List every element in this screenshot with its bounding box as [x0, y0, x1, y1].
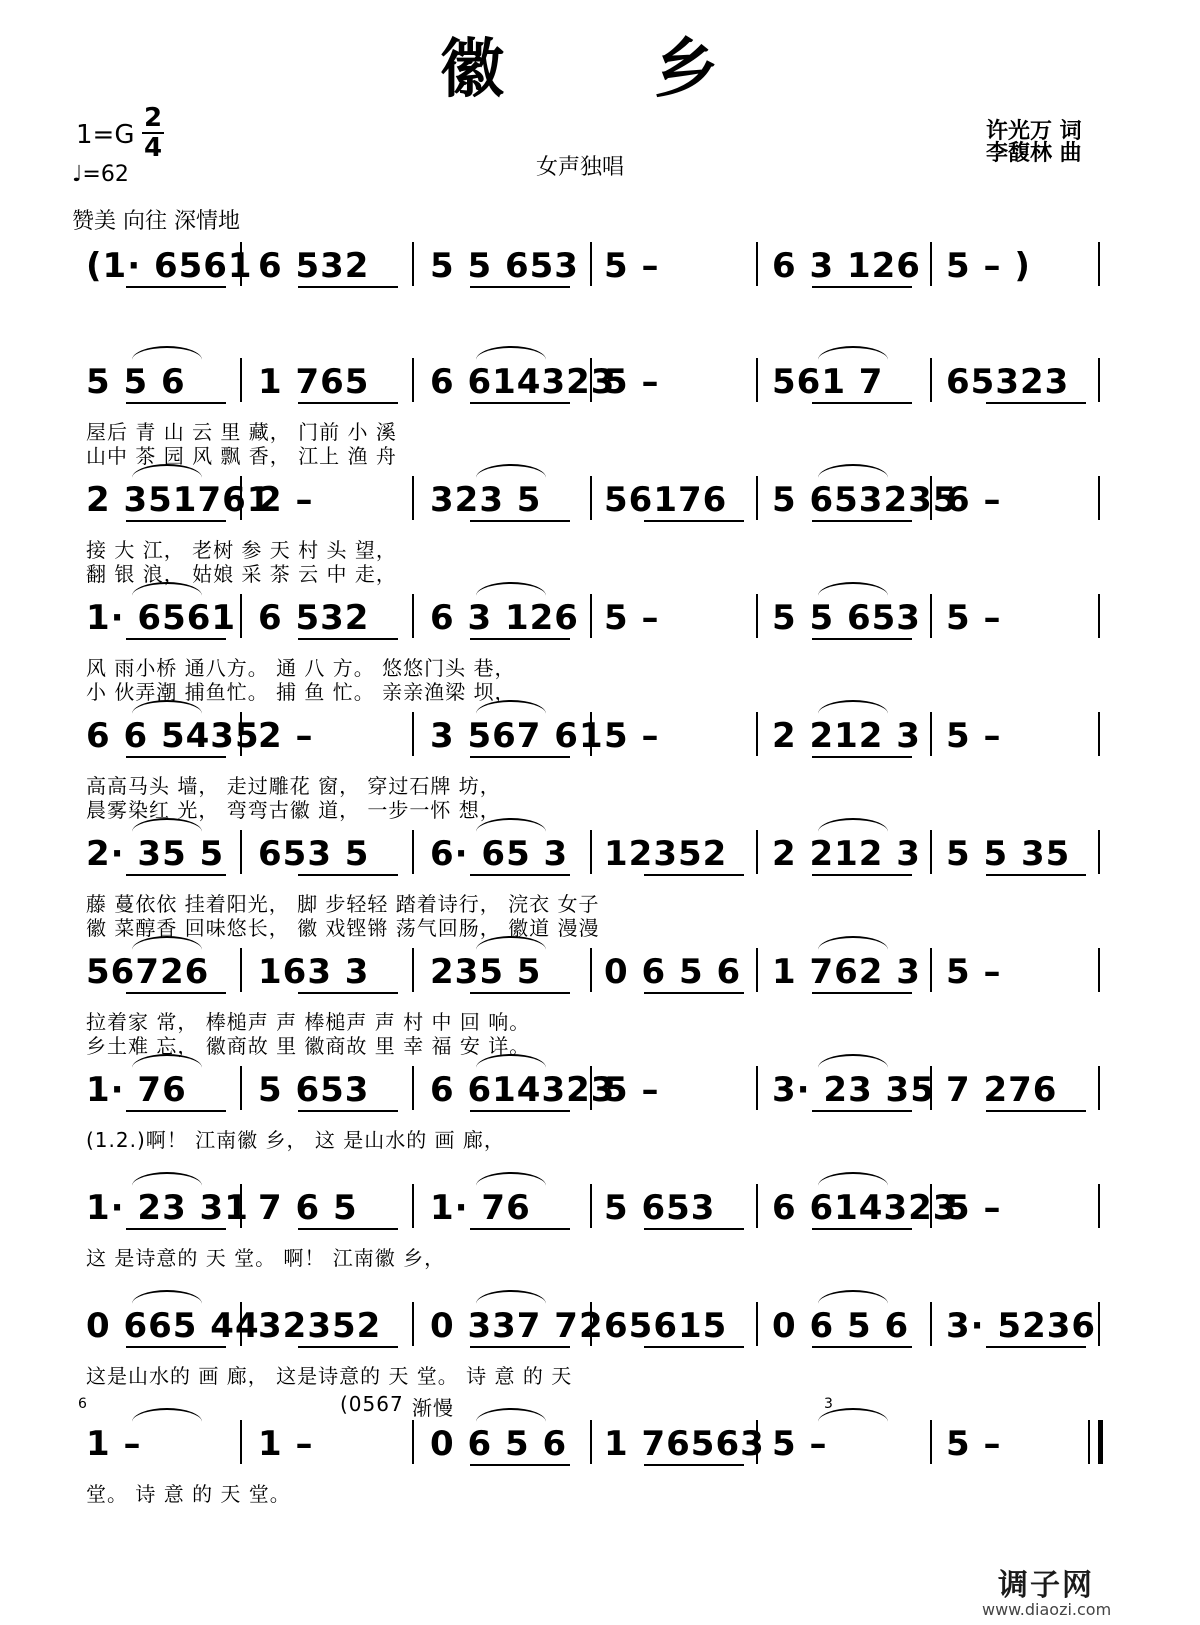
- beam-underline: [126, 286, 226, 288]
- bar-line: [412, 242, 414, 286]
- measure-notes: 12352: [604, 834, 728, 874]
- score-title: 徽乡: [440, 32, 868, 107]
- score-system: [0, 710, 1200, 826]
- measure-notes: 1· 6561: [86, 598, 237, 638]
- tempo-marking: [72, 162, 129, 187]
- measure-notes: 1· 23 31: [86, 1188, 249, 1228]
- bar-line: [930, 1420, 932, 1464]
- bar-line: [1098, 1184, 1100, 1228]
- measure-notes: 1 762 3: [772, 952, 921, 992]
- measure-notes: 5 653235: [772, 480, 958, 520]
- score-system: [0, 1182, 1200, 1298]
- score-system: [0, 946, 1200, 1062]
- time-signature: [142, 104, 164, 162]
- measure-notes: 2 –: [258, 480, 314, 520]
- site-watermark: 调子网: [998, 1568, 1094, 1603]
- beam-underline: [812, 1110, 912, 1112]
- bar-line: [412, 712, 414, 756]
- beam-underline: [812, 1346, 912, 1348]
- beam-underline: [986, 1346, 1086, 1348]
- measure-notes: 6 532: [258, 246, 370, 286]
- measure-notes: 2 351761: [86, 480, 272, 520]
- bar-line: [756, 1302, 758, 1346]
- beam-underline: [470, 402, 570, 404]
- score-system: [0, 1064, 1200, 1180]
- measure-notes: (1· 6561: [86, 246, 253, 286]
- beam-underline: [298, 992, 398, 994]
- measure-notes: 1 76563: [604, 1424, 765, 1464]
- performer-label: 女声独唱: [536, 155, 625, 180]
- beam-underline: [126, 638, 226, 640]
- measure-notes: 32352: [258, 1306, 382, 1346]
- beam-underline: [812, 1228, 912, 1230]
- measure-notes: 3 567 61: [430, 716, 604, 756]
- quarter-note-icon: ♩: [72, 162, 83, 187]
- bar-line: [412, 1184, 414, 1228]
- measure-notes: 65323: [946, 362, 1070, 402]
- bar-line: [412, 1420, 414, 1464]
- bar-line: [412, 476, 414, 520]
- beam-underline: [644, 874, 744, 876]
- beam-underline: [644, 520, 744, 522]
- measure-notes: 6 3 126: [430, 598, 579, 638]
- beam-underline: [470, 638, 570, 640]
- measure-notes: 6 614323: [430, 362, 616, 402]
- beam-underline: [126, 402, 226, 404]
- bar-line: [240, 948, 242, 992]
- bar-line: [590, 948, 592, 992]
- score-system: [0, 356, 1200, 472]
- bar-line: [930, 830, 932, 874]
- lyric-line: 藤 蔓依依 挂着阳光， 脚 步轻轻 踏着诗行， 浣衣 女子: [86, 892, 600, 916]
- measure-notes: 1 –: [258, 1424, 314, 1464]
- bar-line: [756, 830, 758, 874]
- beam-underline: [126, 992, 226, 994]
- measure-notes: 5 5 653: [772, 598, 921, 638]
- bar-line: [240, 1420, 242, 1464]
- beam-underline: [298, 874, 398, 876]
- measure-notes: 5 – ): [946, 246, 1031, 286]
- bar-line: [756, 594, 758, 638]
- measure-notes: 1· 76: [86, 1070, 187, 1110]
- measure-notes: 2 212 3: [772, 716, 921, 756]
- beam-underline: [812, 756, 912, 758]
- beam-underline: [644, 992, 744, 994]
- measure-notes: 653 5: [258, 834, 370, 874]
- score-system: [0, 1300, 1200, 1416]
- bar-line: [240, 594, 242, 638]
- lyric-line: 徽 菜醇香 回味悠长， 徽 戏铿锵 荡气回肠， 徽道 漫漫: [86, 916, 600, 940]
- lyric-line: 堂。 诗 意 的 天 堂。: [86, 1482, 291, 1506]
- bar-line: [930, 594, 932, 638]
- bar-line: [1098, 830, 1100, 874]
- beam-underline: [812, 992, 912, 994]
- bar-line: [412, 594, 414, 638]
- bar-line: [1098, 948, 1100, 992]
- measure-notes: 0 6 5 6: [604, 952, 742, 992]
- measure-notes: 5 –: [604, 246, 660, 286]
- measure-notes: 6· 65 3: [430, 834, 569, 874]
- bar-line: [240, 1066, 242, 1110]
- beam-underline: [644, 1346, 744, 1348]
- time-denominator: 4: [143, 133, 163, 163]
- lyric-line: 屋后 青 山 云 里 藏， 门前 小 溪: [86, 420, 397, 444]
- measure-notes: 56176: [604, 480, 728, 520]
- measure-notes: 6 614323: [430, 1070, 616, 1110]
- beam-underline: [298, 1228, 398, 1230]
- site-watermark-url: www.diaozi.com: [982, 1600, 1112, 1619]
- score-system: [0, 240, 1200, 356]
- lyricist-credit: 许光万 词: [986, 119, 1082, 144]
- beam-underline: [298, 286, 398, 288]
- beam-underline: [126, 520, 226, 522]
- bar-line: [930, 242, 932, 286]
- measure-notes: 2· 35 5: [86, 834, 225, 874]
- measure-notes: 163 3: [258, 952, 370, 992]
- measure-notes: 2 –: [258, 716, 314, 756]
- measure-notes: 7 6 5: [258, 1188, 358, 1228]
- beam-underline: [812, 638, 912, 640]
- measure-notes: 0 6 5 6: [430, 1424, 568, 1464]
- beam-underline: [126, 1346, 226, 1348]
- beam-underline: [470, 286, 570, 288]
- beam-underline: [126, 756, 226, 758]
- bar-line: [930, 358, 932, 402]
- bar-line: [412, 948, 414, 992]
- measure-notes: 6 614323: [772, 1188, 958, 1228]
- measure-notes: 5 –: [946, 598, 1002, 638]
- beam-underline: [470, 756, 570, 758]
- bar-line: [1098, 358, 1100, 402]
- bar-line: [756, 712, 758, 756]
- measure-notes: 0 665 44: [86, 1306, 260, 1346]
- beam-underline: [470, 992, 570, 994]
- score-system: [0, 474, 1200, 590]
- beam-underline: [644, 1228, 744, 1230]
- bar-line: [756, 1066, 758, 1110]
- beam-underline: [470, 520, 570, 522]
- lyric-line: 这 是诗意的 天 堂。 啊！ 江南徽 乡，: [86, 1246, 446, 1270]
- measure-notes: 5 653: [258, 1070, 370, 1110]
- measure-notes: 2 212 3: [772, 834, 921, 874]
- measure-notes: 323 5: [430, 480, 542, 520]
- bar-line: [756, 242, 758, 286]
- measure-notes: 6 3 126: [772, 246, 921, 286]
- measure-notes: 3· 23 35: [772, 1070, 935, 1110]
- score-mark: 6: [78, 1396, 88, 1412]
- bar-line: [756, 948, 758, 992]
- bar-line: [930, 712, 932, 756]
- beam-underline: [812, 286, 912, 288]
- measure-notes: 6 –: [946, 480, 1002, 520]
- bar-line: [1098, 1420, 1103, 1464]
- beam-underline: [126, 874, 226, 876]
- time-numerator: 2: [143, 103, 163, 133]
- measure-notes: 5 5 653: [430, 246, 579, 286]
- score-mark: 3: [824, 1396, 834, 1412]
- bar-line: [590, 476, 592, 520]
- measure-notes: 5 –: [604, 716, 660, 756]
- measure-notes: 561 7: [772, 362, 884, 402]
- bar-line: [1098, 594, 1100, 638]
- beam-underline: [986, 874, 1086, 876]
- score-mark: (0567: [340, 1392, 404, 1416]
- score-system: [0, 828, 1200, 944]
- lyric-line: (1.2.)啊！ 江南徽 乡， 这 是山水的 画 廊，: [86, 1128, 505, 1152]
- bar-line: [590, 594, 592, 638]
- key-signature: 1=G: [76, 120, 135, 150]
- lyric-line: 接 大 江， 老树 参 天 村 头 望，: [86, 538, 397, 562]
- lyric-line: 山中 茶 园 风 飘 香， 江上 渔 舟: [86, 444, 397, 468]
- lyric-line: 高高马头 墙， 走过雕花 窗， 穿过石牌 坊，: [86, 774, 501, 798]
- bar-line: [930, 1302, 932, 1346]
- beam-underline: [470, 874, 570, 876]
- measure-notes: 5 –: [604, 362, 660, 402]
- measure-notes: 5 –: [604, 1070, 660, 1110]
- bar-line: [590, 1184, 592, 1228]
- lyric-line: 乡土难 忘， 徽商故 里 徽商故 里 幸 福 安 详。: [86, 1034, 531, 1058]
- composer-credit: 李馥林 曲: [986, 141, 1082, 166]
- beam-underline: [470, 1346, 570, 1348]
- measure-notes: 5 5 35: [946, 834, 1071, 874]
- measure-notes: 1 765: [258, 362, 370, 402]
- measure-notes: 5 –: [946, 1188, 1002, 1228]
- bar-line: [590, 242, 592, 286]
- expression-marking: 赞美 向往 深情地: [72, 209, 240, 234]
- beam-underline: [126, 1228, 226, 1230]
- bar-line: [412, 1302, 414, 1346]
- score-system: [0, 1392, 1200, 1534]
- bar-line: [1098, 712, 1100, 756]
- bar-line: [412, 358, 414, 402]
- measure-notes: 5 –: [772, 1424, 828, 1464]
- measure-notes: 3· 5236: [946, 1306, 1097, 1346]
- score-system: [0, 592, 1200, 708]
- lyric-line: 翻 银 浪， 姑娘 采 茶 云 中 走，: [86, 562, 397, 586]
- beam-underline: [298, 638, 398, 640]
- measure-notes: 0 337 72: [430, 1306, 604, 1346]
- beam-underline: [986, 1110, 1086, 1112]
- beam-underline: [644, 1464, 744, 1466]
- bar-line: [756, 476, 758, 520]
- lyric-line: 风 雨小桥 通八方。 通 八 方。 悠悠门头 巷，: [86, 656, 516, 680]
- measure-notes: 1 –: [86, 1424, 142, 1464]
- beam-underline: [298, 1346, 398, 1348]
- measure-notes: 1· 76: [430, 1188, 531, 1228]
- beam-underline: [298, 1110, 398, 1112]
- measure-notes: 5 –: [604, 598, 660, 638]
- measure-notes: 7 276: [946, 1070, 1058, 1110]
- final-bar-line: [1088, 1420, 1090, 1464]
- bar-line: [590, 1420, 592, 1464]
- ritardando-mark: 渐慢: [412, 1396, 454, 1420]
- bar-line: [240, 358, 242, 402]
- measure-notes: 0 6 5 6: [772, 1306, 910, 1346]
- beam-underline: [470, 1110, 570, 1112]
- lyric-line: 拉着家 常， 棒槌声 声 棒槌声 声 村 中 回 响。: [86, 1010, 531, 1034]
- measure-notes: 56726: [86, 952, 210, 992]
- lyric-line: 晨雾染红 光， 弯弯古徽 道， 一步一怀 想，: [86, 798, 501, 822]
- bar-line: [756, 358, 758, 402]
- bar-line: [590, 830, 592, 874]
- beam-underline: [812, 402, 912, 404]
- lyric-line: 这是山水的 画 廊， 这是诗意的 天 堂。 诗 意 的 天: [86, 1364, 573, 1388]
- bar-line: [1098, 476, 1100, 520]
- bar-line: [1098, 1066, 1100, 1110]
- beam-underline: [298, 402, 398, 404]
- beam-underline: [812, 874, 912, 876]
- bar-line: [412, 1066, 414, 1110]
- measure-notes: 6 532: [258, 598, 370, 638]
- measure-notes: 65615: [604, 1306, 728, 1346]
- beam-underline: [470, 1464, 570, 1466]
- measure-notes: 5 –: [946, 952, 1002, 992]
- measure-notes: 5 –: [946, 1424, 1002, 1464]
- bar-line: [1098, 242, 1100, 286]
- beam-underline: [470, 1228, 570, 1230]
- beam-underline: [986, 402, 1086, 404]
- bar-line: [756, 1184, 758, 1228]
- bar-line: [412, 830, 414, 874]
- measure-notes: 5 5 6: [86, 362, 186, 402]
- measure-notes: 235 5: [430, 952, 542, 992]
- tempo-value: =62: [82, 162, 129, 187]
- beam-underline: [126, 1110, 226, 1112]
- measure-notes: 5 –: [946, 716, 1002, 756]
- bar-line: [240, 830, 242, 874]
- beam-underline: [812, 520, 912, 522]
- measure-notes: 5 653: [604, 1188, 716, 1228]
- bar-line: [930, 948, 932, 992]
- measure-notes: 6 6 5435: [86, 716, 260, 756]
- bar-line: [1098, 1302, 1100, 1346]
- lyric-line: 小 伙弄潮 捕鱼忙。 捕 鱼 忙。 亲亲渔梁 坝，: [86, 680, 516, 704]
